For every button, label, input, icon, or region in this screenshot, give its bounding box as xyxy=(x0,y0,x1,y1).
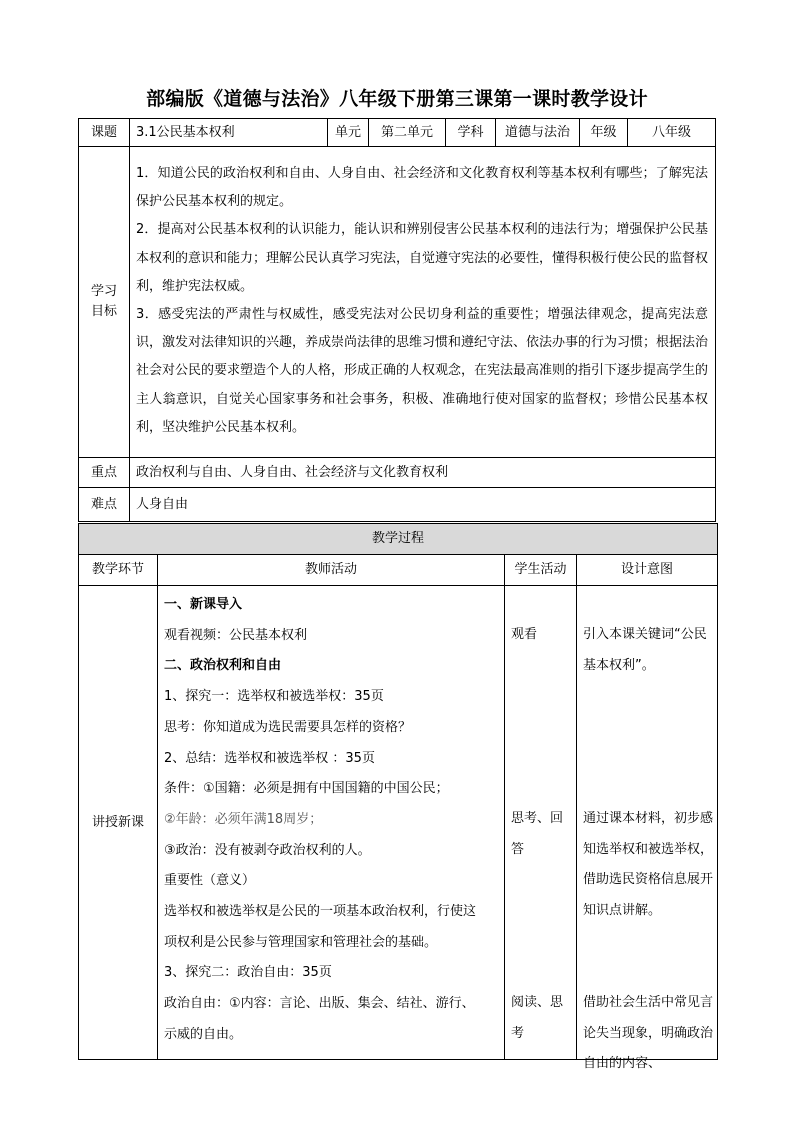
activity-line: 示威的自由。 xyxy=(164,1026,243,1042)
page-title: 部编版《道德与法治》八年级下册第三课第一课时教学设计 xyxy=(146,88,648,110)
objective-item: 2．提高对公民基本权利的认识能力，能认识和辨别侵害公民基本权利的违法行为；增强保护公民基本权利的意识和能力；理解公民认真学习宪法，自觉遵守宪法的必要性，懂得积极行使公民的监督权利，维护宪法权威。 xyxy=(136,222,709,294)
activity-line: 思考：你知道成为选民需要具怎样的资格？ xyxy=(164,719,412,735)
activity-line: 重要性（意义） xyxy=(164,873,256,889)
lesson-info-table xyxy=(78,118,716,522)
student-activity: 思考、回答 xyxy=(511,811,564,857)
teaching-process-table xyxy=(78,523,718,1072)
course-value: 3.1公民基本权利 xyxy=(130,119,328,147)
design-intent: 通过课本材料，初步感知选举权和被选举权，借助选民资格信息展开知识点讲解。 xyxy=(583,811,714,919)
stage-cell: 讲授新课 xyxy=(79,586,158,1060)
grade-label: 年级 xyxy=(580,119,628,147)
objectives-content xyxy=(130,147,716,458)
activity-line: 选举权和被选举权是公民的一项基本政治权利，行使这 xyxy=(164,904,477,920)
student-activity: 阅读、思考 xyxy=(511,995,564,1041)
activity-line: 2、总结：选举权和被选举权 ：35页 xyxy=(164,750,375,766)
activity-line: 项权利是公民参与管理国家和管理社会的基础。 xyxy=(164,934,438,950)
process-title: 教学过程 xyxy=(79,524,718,555)
section-heading: 一、新课导入 xyxy=(164,597,243,612)
student-activity-cell xyxy=(505,586,577,1060)
subject-label: 学科 xyxy=(446,119,496,147)
subject-value: 道德与法治 xyxy=(496,119,580,147)
objectives-label xyxy=(79,147,130,458)
grade-value: 八年级 xyxy=(628,119,716,147)
objective-item: 3．感受宪法的严肃性与权威性，感受宪法对公民切身利益的重要性；增强法律观念，提高宪法意识，激发对法律知识的兴趣，养成崇尚法律的思维习惯和遵纪守法、依法办事的行为习惯；根据法治社会对公民的要求塑造个人的人格，形成正确的人权观念，在宪法最高准则的指引下逐步提高学生的主人翁意识，自觉关心国家事务和社会事务，积极、准确地行使对国家的监督权；珍惜公民基本权利，坚决维护公民基本权利。 xyxy=(136,307,709,435)
header-intent: 设计意图 xyxy=(577,555,718,586)
key-point-label: 重点 xyxy=(79,458,130,488)
section-heading: 二、政治权利和自由 xyxy=(164,658,282,674)
unit-label: 单元 xyxy=(328,119,369,147)
design-intent: 引入本课关键词“公民基本权利”。 xyxy=(583,627,707,673)
teacher-activity-cell xyxy=(158,586,505,1060)
course-label: 课题 xyxy=(79,119,130,147)
header-teacher: 教师活动 xyxy=(158,555,505,586)
student-activity: 观看 xyxy=(511,627,538,642)
activity-line: ②年龄：必须年满18周岁； xyxy=(164,811,323,827)
objectives-label-line2: 目标 xyxy=(90,304,117,319)
difficult-point-label: 难点 xyxy=(79,488,130,522)
header-stage: 教学环节 xyxy=(79,555,158,586)
objectives-label-line1: 学习 xyxy=(90,284,117,299)
key-point-value: 政治权利与自由、人身自由、社会经济与文化教育权利 xyxy=(130,458,716,488)
unit-value: 第二单元 xyxy=(369,119,446,147)
design-intent: 借助社会生活中常见言论失当现象，明确政治自由的内容、 xyxy=(583,995,714,1072)
design-intent-cell xyxy=(577,586,718,1072)
activity-line: 1、探究一：选举权和被选举权：35页 xyxy=(164,689,384,705)
activity-line: 3、探究二：政治自由：35页 xyxy=(164,965,332,981)
difficult-point-value: 人身自由 xyxy=(130,488,716,522)
activity-line: 条件：①国籍：必须是拥有中国国籍的中国公民； xyxy=(164,781,449,797)
activity-line: 政治自由：①内容：言论、出版、集会、结社、游行、 xyxy=(164,996,475,1012)
header-student: 学生活动 xyxy=(505,555,577,586)
objective-item: 1．知道公民的政治权利和自由、人身自由、社会经济和文化教育权利等基本权利有哪些；了解宪法保护公民基本权利的规定。 xyxy=(136,165,708,210)
activity-line: ③政治：没有被剥夺政治权利的人。 xyxy=(164,842,371,858)
activity-line: 观看视频：公民基本权利 xyxy=(164,627,308,643)
